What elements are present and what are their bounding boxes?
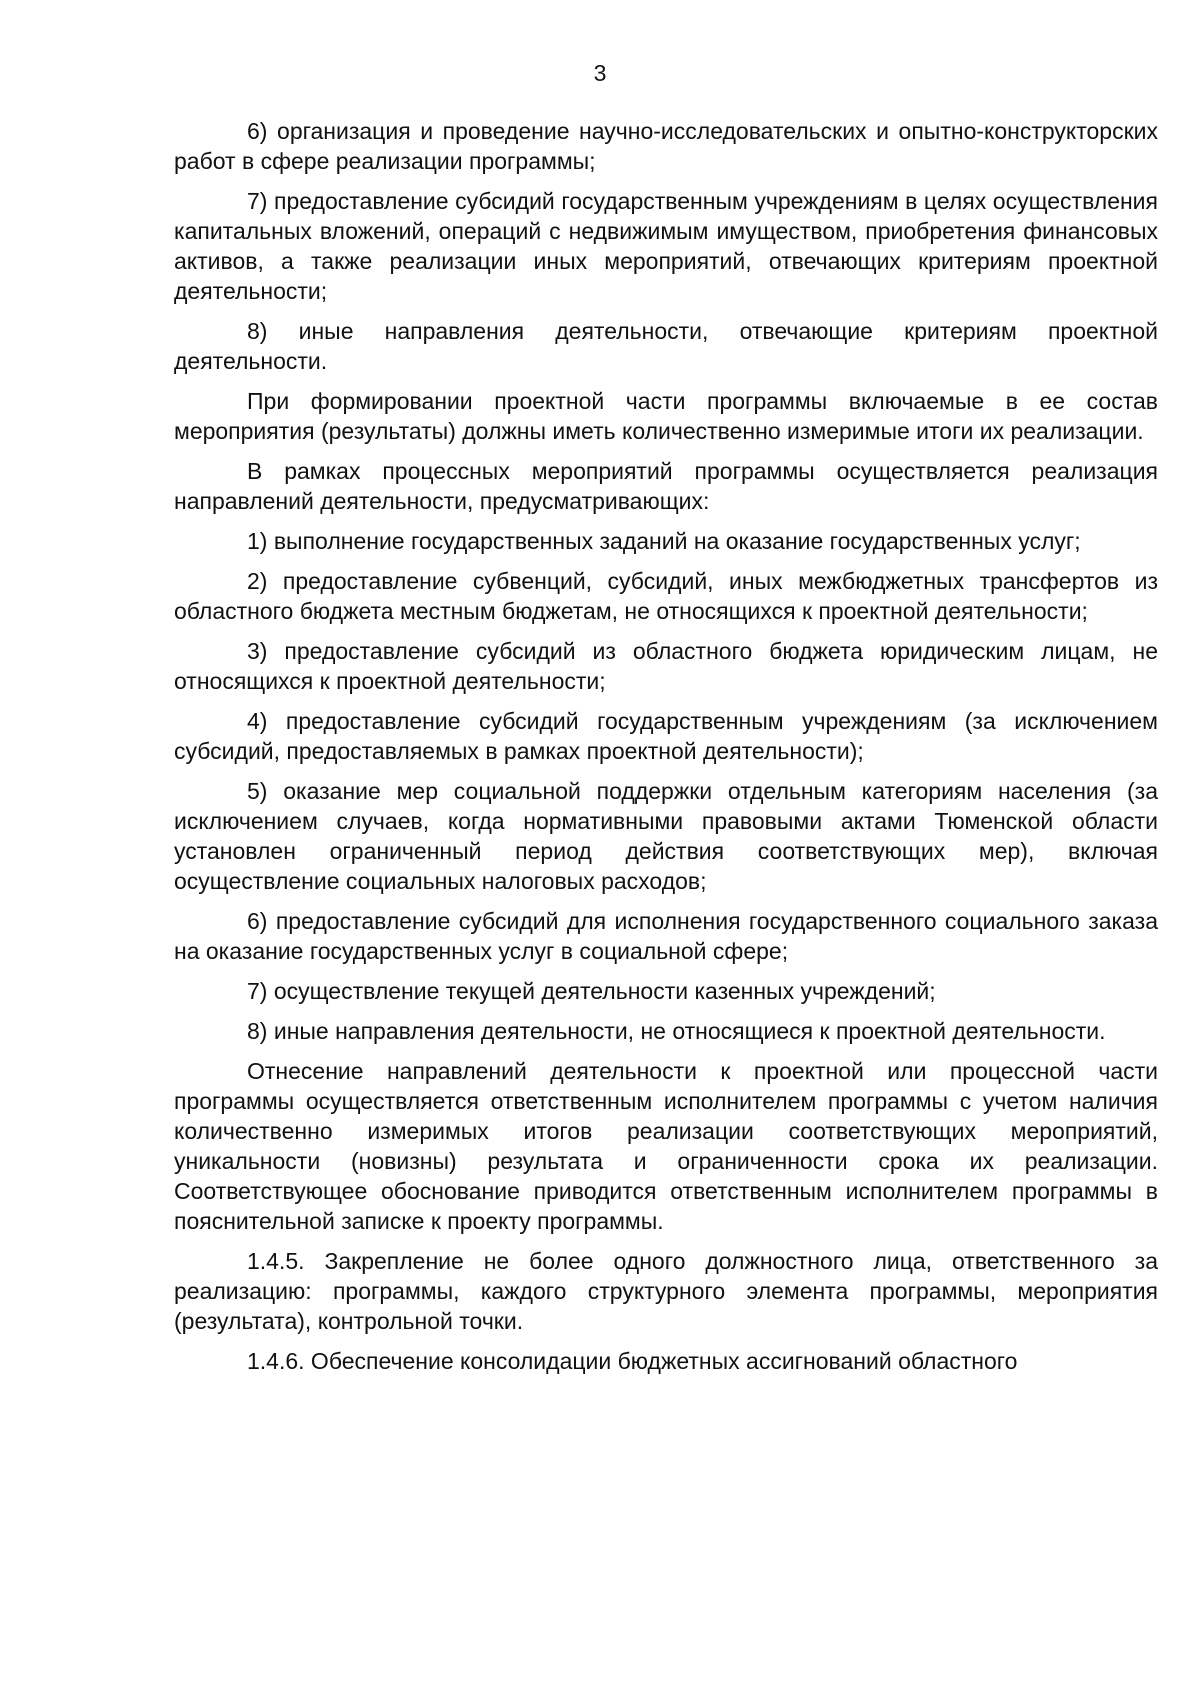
paragraph: 1.4.5. Закрепление не более одного должностного лица, ответственного за реализацию: программы, каждого структурного элемента программы, мероприятия (результата), контрольной точки. [174, 1248, 1158, 1334]
paragraph: 6) предоставление субсидий для исполнения государственного социального заказа на оказание государственных услуг в социальной сфере; [174, 908, 1158, 964]
paragraph: 4) предоставление субсидий государственным учреждениям (за исключением субсидий, предоставляемых в рамках проектной деятельности); [174, 708, 1158, 764]
paragraph: 2) предоставление субвенций, субсидий, иных межбюджетных трансфертов из областного бюджета местным бюджетам, не относящихся к проектной деятельности; [174, 568, 1158, 624]
paragraph: 7) осуществление текущей деятельности казенных учреждений; [247, 978, 936, 1004]
paragraph: При формировании проектной части программы включаемые в ее состав мероприятия (результаты) должны иметь количественно измеримые итоги их реализации. [174, 388, 1158, 444]
paragraph: Отнесение направлений деятельности к проектной или процессной части программы осуществляется ответственным исполнителем программы с учетом наличия количественно измеримых итогов реализации соответствующих мероприятий, уникальности (новизны) результата и ограниченности срока их реализации. Соответствующее обоснование приводится ответственным исполнителем программы в пояснительной записке к проекту программы. [174, 1058, 1158, 1234]
paragraph: 7) предоставление субсидий государственным учреждениям в целях осуществления капитальных вложений, операций с недвижимым имуществом, приобретения финансовых активов, а также реализации иных мероприятий, отвечающих критериям проектной деятельности; [174, 188, 1158, 304]
paragraph: 3) предоставление субсидий из областного бюджета юридическим лицам, не относящихся к проектной деятельности; [174, 638, 1158, 694]
paragraph: 5) оказание мер социальной поддержки отдельным категориям населения (за исключением случаев, когда нормативными правовыми актами Тюменской области установлен ограниченный период действия соответствующих мер), включая осуществление социальных налоговых расходов; [174, 778, 1158, 894]
paragraph: 1.4.6. Обеспечение консолидации бюджетных ассигнований областного [247, 1348, 1018, 1374]
paragraph: 6) организация и проведение научно-исследовательских и опытно-конструкторских работ в сфере реализации программы; [174, 118, 1158, 174]
paragraph: 8) иные направления деятельности, отвечающие критериям проектной деятельности. [174, 318, 1158, 374]
paragraph: В рамках процессных мероприятий программы осуществляется реализация направлений деятельности, предусматривающих: [174, 458, 1158, 514]
document-body [174, 116, 1158, 1386]
paragraph: 8) иные направления деятельности, не относящиеся к проектной деятельности. [247, 1018, 1106, 1044]
page-number: 3 [593, 60, 607, 86]
paragraph: 1) выполнение государственных заданий на оказание государственных услуг; [247, 528, 1081, 554]
